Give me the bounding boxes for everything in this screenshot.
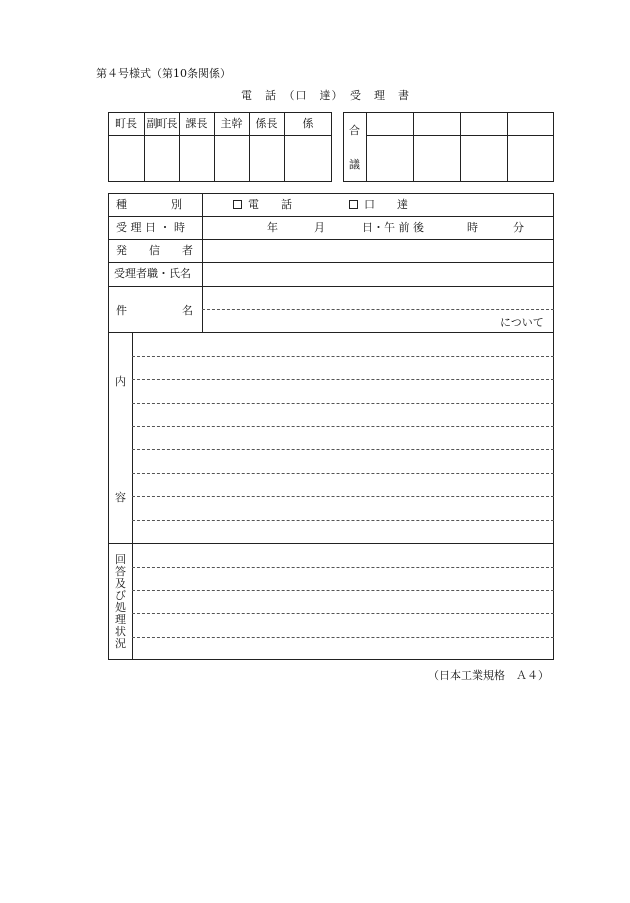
hour-unit: 時	[467, 221, 478, 234]
reply-line[interactable]	[132, 613, 554, 614]
day-ampm-unit: 日・午 前 後	[362, 221, 424, 234]
datetime-label: 受 理 日 ・ 時	[116, 221, 185, 234]
content-line[interactable]	[132, 520, 554, 521]
document-title: 電 話 （口 達） 受 理 書	[241, 89, 410, 102]
minute-unit: 分	[513, 221, 524, 234]
content-line[interactable]	[132, 496, 554, 497]
year-unit: 年	[267, 221, 278, 234]
content-label-top: 内	[115, 375, 126, 388]
sender-field[interactable]	[203, 240, 553, 262]
approval-column-mayor: 町長	[115, 117, 137, 130]
reply-line[interactable]	[132, 567, 554, 568]
oral-checkbox[interactable]	[349, 200, 358, 209]
paper-standard: （日本工業規格 Ａ４）	[428, 669, 549, 682]
content-label-bottom: 容	[115, 491, 126, 504]
content-line[interactable]	[132, 449, 554, 450]
subject-label: 件 名	[116, 304, 193, 317]
approval-column-section-chief: 課長	[185, 117, 208, 130]
approval-column-manager: 主幹	[220, 117, 243, 130]
phone-checkbox[interactable]	[233, 200, 242, 209]
consultation-label-top: 合	[349, 124, 360, 137]
approval-column-subsection-chief: 係長	[255, 117, 278, 130]
content-line[interactable]	[132, 403, 554, 404]
option-phone[interactable]	[233, 199, 292, 210]
content-line[interactable]	[132, 473, 554, 474]
subject-suffix: について	[500, 316, 544, 329]
receiver-label: 受理者職・氏名	[114, 267, 191, 280]
consultation-table	[343, 112, 554, 182]
option-oral[interactable]	[349, 199, 408, 210]
option-oral-label: 口 達	[364, 198, 408, 211]
sender-label: 発 信 者	[116, 244, 193, 257]
form-number: 第４号様式（第10条関係）	[96, 67, 231, 80]
reply-label: 回 答 及 び 処 理 状 況	[115, 553, 126, 650]
content-line[interactable]	[132, 356, 554, 357]
approval-column-staff: 係	[302, 117, 314, 130]
content-line[interactable]	[132, 426, 554, 427]
subject-line[interactable]	[202, 309, 554, 310]
reply-line[interactable]	[132, 590, 554, 591]
approval-column-deputy-mayor: 副町長	[146, 117, 177, 130]
consultation-label-bottom: 議	[349, 158, 360, 171]
month-unit: 月	[314, 221, 325, 234]
reply-line[interactable]	[132, 637, 554, 638]
content-line[interactable]	[132, 379, 554, 380]
type-label: 種 別	[116, 198, 182, 211]
approval-header-divider	[108, 135, 332, 136]
option-phone-label: 電 話	[248, 198, 292, 211]
receiver-field[interactable]	[203, 263, 553, 286]
